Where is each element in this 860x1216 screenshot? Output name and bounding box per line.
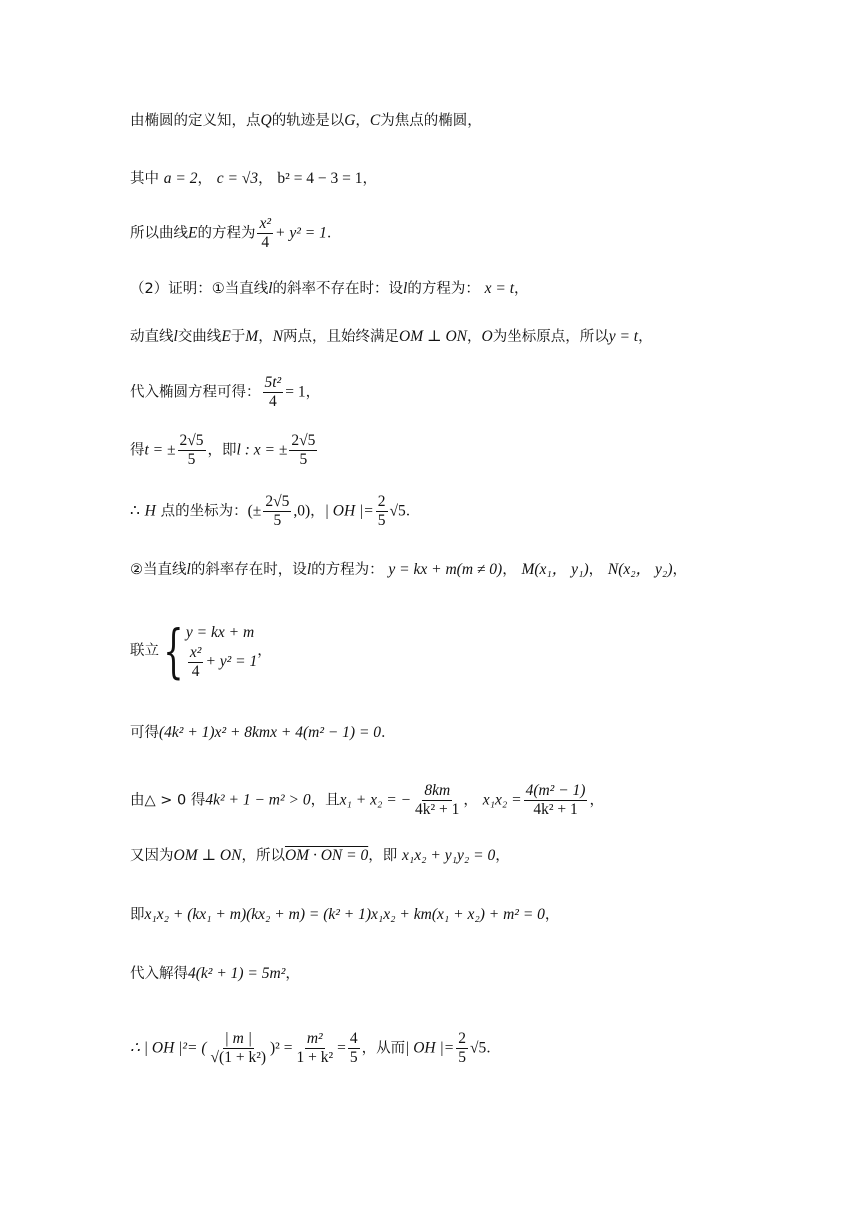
math-var: l <box>173 328 178 345</box>
numerator: 2 <box>458 1030 466 1047</box>
fraction <box>263 493 291 530</box>
denominator: 4 <box>261 234 270 251</box>
equation-system <box>186 622 257 681</box>
line-15 <box>130 963 300 984</box>
text: 交曲线 <box>177 329 222 345</box>
math-expr: x₁x₂ + y₁y₂ = 0 <box>401 847 496 864</box>
line-2 <box>130 168 377 189</box>
text: 又因为 <box>130 848 174 864</box>
math-expr: x₁x₂ + (kx₁ + m)(kx₂ + m) = (k² + 1)x₁x₂ + km(x₁ + x₂) + m² = 0 <box>144 906 545 923</box>
text: ， <box>285 966 300 982</box>
denominator: 1 + k² <box>296 1049 334 1066</box>
text: 代入解得 <box>130 966 188 982</box>
numerator: 5t² <box>264 374 282 391</box>
text: ，所以 <box>241 848 285 864</box>
denominator: 4 <box>191 662 200 680</box>
line-3 <box>130 215 341 252</box>
line-5 <box>130 326 653 347</box>
denominator: 5 <box>187 451 196 468</box>
text: 的方程为： <box>407 281 480 297</box>
numerator: 4(m² − 1) <box>525 782 586 799</box>
text: （2）证明：①当直线 <box>130 281 269 297</box>
numerator: m² <box>306 1030 323 1047</box>
line-4 <box>130 278 529 299</box>
math-var: E <box>188 224 198 242</box>
text: ，且 <box>310 792 340 809</box>
numerator: 2√5 <box>291 432 316 449</box>
math-expr: )² = <box>270 1039 293 1057</box>
line-8 <box>130 493 420 530</box>
text: ， <box>305 384 321 401</box>
text: ． <box>381 725 396 741</box>
text: 为焦点的椭圆， <box>380 113 482 129</box>
text: ， <box>588 562 604 578</box>
line-14 <box>130 904 559 925</box>
math-expr: = 1 <box>285 383 306 401</box>
denominator: 5 <box>299 451 308 468</box>
line-7 <box>130 432 319 469</box>
math-var: G <box>344 112 356 129</box>
denominator: 5 <box>273 512 282 529</box>
numerator: 2√5 <box>179 432 204 449</box>
text: 即 <box>130 907 145 923</box>
math-var: H <box>144 502 156 520</box>
fraction <box>413 782 461 819</box>
text: ． <box>486 1040 501 1057</box>
text: ， <box>589 792 604 809</box>
numerator: x² <box>259 215 271 232</box>
fraction <box>294 1030 335 1067</box>
math-var: O <box>481 328 493 345</box>
math-var: l <box>403 280 408 297</box>
text: ， <box>463 792 478 809</box>
math-expr: x₁ + x₂ = − <box>339 791 412 809</box>
math-var: l <box>186 561 191 578</box>
text: 代入椭圆方程可得： <box>130 384 261 401</box>
fraction <box>188 644 204 681</box>
left-brace: { <box>163 617 184 685</box>
math-var: l <box>306 561 312 578</box>
math-expr: | OH |= <box>405 1039 455 1057</box>
text: 联立 <box>130 643 159 659</box>
math-var: E <box>221 328 231 345</box>
system-row: y = kx + m <box>185 623 255 641</box>
math-expr: t = ± <box>144 441 176 459</box>
text: ， <box>638 329 653 345</box>
text: 点的坐标为： <box>160 503 248 520</box>
text: 两点，且始终满足 <box>283 329 400 345</box>
line-9 <box>130 559 687 580</box>
fraction <box>257 215 273 252</box>
text: ． <box>405 503 421 520</box>
text: 的斜率不存在时：设 <box>272 281 404 297</box>
numerator: 2 <box>377 493 386 510</box>
line-1 <box>130 110 482 131</box>
math-expr: y = t <box>608 328 639 345</box>
math-expr: 4(k² + 1) = 5m² <box>188 965 286 982</box>
text: 的斜率存在时，设 <box>190 562 307 578</box>
numerator: 4 <box>349 1030 358 1047</box>
denominator: 5 <box>377 512 386 529</box>
numerator: x² <box>189 643 202 661</box>
math-var: Q <box>260 112 272 129</box>
math-expr: ,0) <box>293 502 311 520</box>
line-11 <box>130 722 396 743</box>
math-var: C <box>369 112 381 129</box>
math-expr: (4k² + 1)x² + 8kmx + 4(m² − 1) = 0 <box>159 724 382 741</box>
fraction <box>456 1030 468 1067</box>
numerator: 8km <box>424 782 451 799</box>
denominator: 4 <box>268 393 277 410</box>
math-expr: ∴ | OH |²= ( <box>130 1039 207 1057</box>
math-var: l <box>268 280 273 297</box>
text: ， <box>258 329 273 345</box>
text: ． <box>326 225 342 242</box>
math-expr: (± <box>247 502 262 520</box>
fraction <box>263 374 284 411</box>
text: ②当直线 <box>130 562 187 578</box>
text: ， <box>502 562 517 578</box>
text: ， <box>362 171 378 187</box>
text: 动直线 <box>130 329 174 345</box>
text: ，即 <box>207 442 237 459</box>
fraction <box>524 782 588 819</box>
text: ， <box>258 171 273 187</box>
math-expr: l : x = ± <box>236 441 288 459</box>
math-var: N <box>272 328 284 345</box>
text: 可得 <box>130 725 159 741</box>
denominator: 4k² + 1 <box>415 801 460 818</box>
system-row <box>186 644 257 681</box>
math-expr: N(x₂， y₂) <box>607 561 673 578</box>
fraction <box>348 1030 360 1067</box>
text: ， <box>310 503 325 520</box>
math-expr: √5 <box>389 502 406 520</box>
text: 的方程为 <box>197 225 256 242</box>
text: ， <box>544 907 560 923</box>
fraction <box>209 1030 268 1067</box>
numerator: | m | <box>224 1030 253 1047</box>
fraction <box>376 493 388 530</box>
text: 的轨迹是以 <box>271 113 345 129</box>
denominator: 4k² + 1 <box>533 801 578 818</box>
line-13 <box>130 845 510 866</box>
math-expr: x₁x₂ = <box>482 791 522 809</box>
text: 其中 <box>130 171 159 187</box>
text: ， <box>197 171 212 187</box>
denominator: √(1 + k²) <box>210 1049 267 1066</box>
line-10 <box>130 617 272 685</box>
text: 所以曲线 <box>130 225 188 242</box>
math-expr: y = kx + m(m ≠ 0) <box>388 561 503 578</box>
math-var: M <box>245 328 259 345</box>
text: ， <box>467 329 482 345</box>
line-16 <box>130 1030 501 1067</box>
math-expr: + y² = 1 <box>205 652 258 670</box>
text: 的方程为： <box>311 562 384 578</box>
math-expr: x = t <box>484 280 515 297</box>
text: ， <box>257 643 272 659</box>
math-expr: OM ⊥ ON <box>173 847 242 864</box>
text: 为坐标原点，所以 <box>492 329 609 345</box>
text: ，即 <box>368 848 398 864</box>
math-expr: OM ⊥ ON <box>399 328 468 345</box>
math-expr: b² = 4 − 3 = 1 <box>277 170 363 187</box>
math-expr: M(x₁， y₁) <box>521 561 589 578</box>
text: 于 <box>230 329 246 345</box>
vector-dot-product: OM · ON = 0 <box>284 847 369 864</box>
text: 得 <box>130 442 145 459</box>
denominator: 5 <box>349 1049 358 1066</box>
fraction <box>289 432 317 469</box>
math-expr: + y² = 1 <box>275 224 327 242</box>
math-expr: c = √3 <box>216 170 259 187</box>
line-12 <box>130 782 604 819</box>
text: ， <box>672 562 687 578</box>
text: ， <box>355 113 370 129</box>
math-expr: √5 <box>469 1039 487 1057</box>
therefore-symbol: ∴ <box>130 502 140 520</box>
math-expr: a = 2 <box>163 170 198 187</box>
math-expr: | OH |= <box>324 502 374 520</box>
math-expr: 4k² + 1 − m² > 0 <box>205 791 311 809</box>
text: 由椭圆的定义知，点 <box>130 113 261 129</box>
denominator: 5 <box>458 1049 466 1066</box>
text: ， <box>514 281 529 297</box>
numerator: 2√5 <box>265 493 290 510</box>
text: ，从而 <box>361 1040 406 1057</box>
line-6 <box>130 374 320 411</box>
math-expr: = <box>337 1039 346 1057</box>
text: ， <box>495 848 510 864</box>
text: 由△ > 0 得 <box>130 792 206 809</box>
fraction <box>178 432 206 469</box>
